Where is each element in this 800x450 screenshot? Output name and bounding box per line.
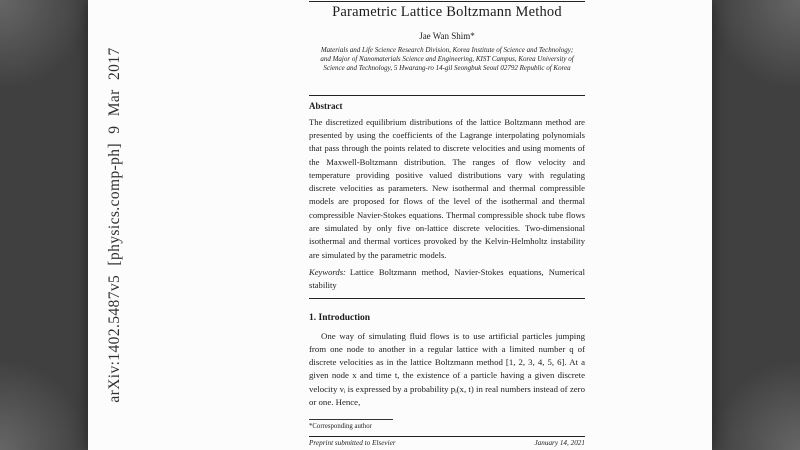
page-footer <box>309 439 585 447</box>
section-heading-introduction: 1. Introduction <box>309 312 371 323</box>
keywords-bottom-rule <box>309 298 585 299</box>
paper-page <box>88 0 712 450</box>
paper-title: Parametric Lattice Boltzmann Method <box>332 4 562 20</box>
footer-rule <box>309 436 585 437</box>
footer-date: January 14, 2021 <box>534 439 585 447</box>
author-affiliation <box>309 46 585 74</box>
footnote-rule <box>309 419 393 420</box>
keywords <box>309 266 585 292</box>
paper-content-column <box>309 0 585 409</box>
abstract-text: The discretized equilibrium distributions of the lattice Boltzmann method are presented by using the coefficients of the Lagrange interpolating polynomials that pass through the points related to discrete velocities and using moments of the Maxwell-Boltzmann distribution. The ranges of flow velocity and temperature providing positive valued distributions vary with regulating discrete velocities as parameters. New isothermal and thermal compressible models are proposed for flows of the level of the isothermal and thermal compressible Navier-Stokes equations. Thermal compressible shock tube flows are simulated by only five on-lattice discrete velocities. Two-dimensional isothermal and thermal vortices provoked by the Kelvin-Helmholtz instability are simulated by the parametric models. <box>309 116 585 260</box>
introduction-paragraph: One way of simulating fluid flows is to use artificial particles jumping from one node to another in a regular lattice with a limited number q of discrete velocities as in the lattice Boltzmann method [1, 2, 3, 4, 5, 6]. At a given node x and time t, the existence of a particle having a given discrete velocity vᵢ is expressed by a probability pᵢ(x, t) in real numbers instead of zero or one. Hence, <box>309 330 585 407</box>
keywords-label: Keywords: <box>309 266 346 277</box>
affiliation-line: Materials and Life Science Research Division, Korea Institute of Science and Technology; <box>320 46 574 54</box>
abstract-top-rule <box>309 95 585 96</box>
affiliation-line: and Major of Nanomaterials Science and Engineering, KIST Campus, Korea University of <box>320 55 574 64</box>
corresponding-author-footnote: *Corresponding author <box>309 423 372 430</box>
author-name: Jae Wan Shim* <box>419 31 475 41</box>
footer-preprint-note: Preprint submitted to Elsevier <box>309 439 396 447</box>
keywords-text: Lattice Boltzmann method, Navier-Stokes equations, Numerical stability <box>309 266 585 290</box>
affiliation-line: Science and Technology, 5 Hwarang-ro 14-gil Seongbuk Seoul 02792 Republic of Korea <box>323 64 571 73</box>
abstract-heading: Abstract <box>309 100 343 111</box>
arxiv-stamp: arXiv:1402.5487v5 [physics.comp-ph] 9 Mar 2017 <box>106 47 123 403</box>
title-top-rule <box>309 1 585 2</box>
